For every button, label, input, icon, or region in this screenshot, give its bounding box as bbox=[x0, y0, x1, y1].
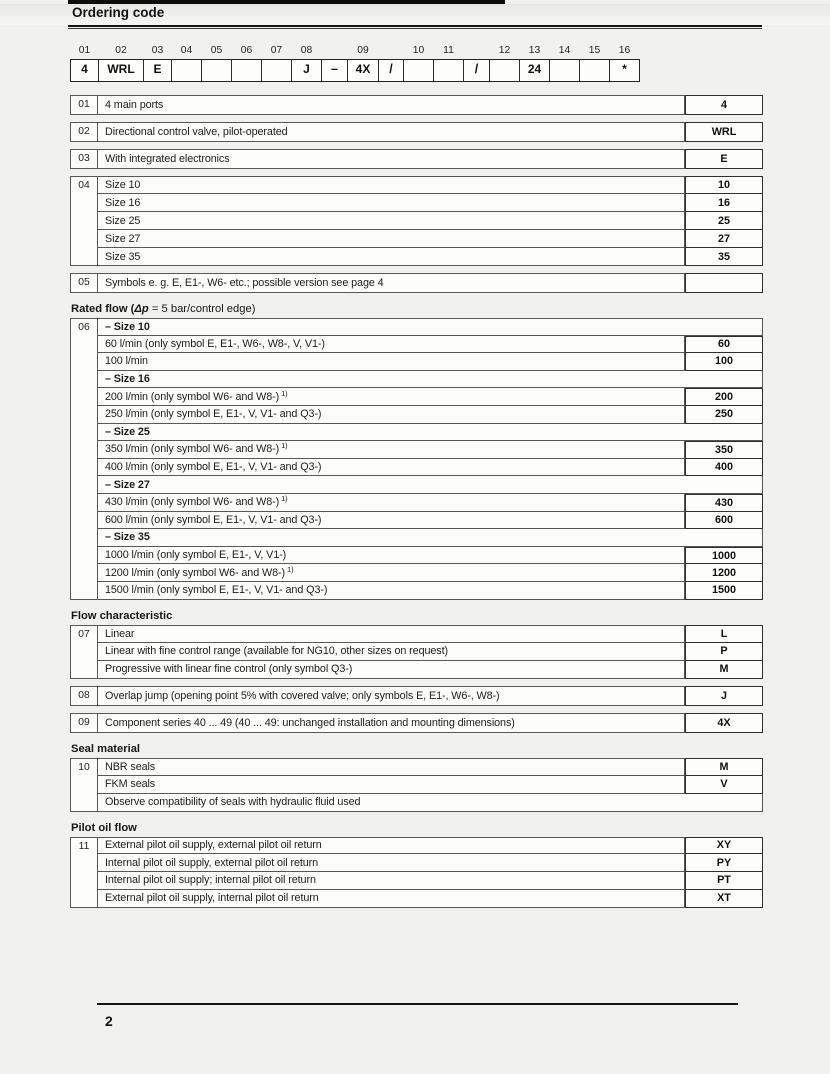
spec-description: Overlap jump (opening point 5% with covered valve; only symbols E, E1-, W6-, W8-) bbox=[98, 686, 685, 706]
position-number: 10 bbox=[70, 758, 98, 812]
spec-group-07 bbox=[70, 625, 763, 679]
spec-row bbox=[98, 336, 763, 354]
code-cell-13: 24 bbox=[519, 60, 549, 81]
position-number: 09 bbox=[70, 713, 98, 733]
spec-row bbox=[98, 424, 763, 442]
spec-row bbox=[98, 794, 763, 812]
spec-row bbox=[98, 230, 763, 248]
code-cell-02: WRL bbox=[98, 60, 143, 81]
spec-code: 27 bbox=[685, 230, 763, 248]
spec-description: 1500 l/min (only symbol E, E1-, V, V1- and Q3-) bbox=[98, 582, 685, 600]
spec-row bbox=[98, 529, 763, 547]
spec-code: 1200 bbox=[685, 564, 763, 582]
spec-row bbox=[98, 713, 763, 733]
spec-row bbox=[98, 512, 763, 530]
spec-code: M bbox=[685, 758, 763, 776]
position-number: 07 bbox=[70, 625, 98, 679]
code-cell-10 bbox=[403, 60, 433, 81]
code-position-label bbox=[321, 45, 347, 57]
spec-description: Directional control valve, pilot-operated bbox=[98, 122, 685, 142]
spec-description: Observe compatibility of seals with hydraulic fluid used bbox=[98, 794, 763, 812]
spec-description: 430 l/min (only symbol W6- and W8-) $^{1)}$ bbox=[98, 494, 685, 512]
spec-description: Linear bbox=[98, 625, 685, 643]
spec-row bbox=[98, 122, 763, 142]
position-number: 11 bbox=[70, 837, 98, 908]
spec-row bbox=[98, 661, 763, 679]
code-cell-16: * bbox=[609, 60, 639, 81]
spec-code: 250 bbox=[685, 406, 763, 424]
code-separator-cell: / bbox=[378, 60, 403, 81]
spec-code: V bbox=[685, 776, 763, 794]
spec-row bbox=[98, 371, 763, 389]
code-position-labels bbox=[70, 44, 640, 58]
spec-description: 4 main ports bbox=[98, 95, 685, 115]
spec-group-09 bbox=[70, 713, 763, 733]
spec-row bbox=[98, 890, 763, 908]
spec-code: WRL bbox=[685, 122, 763, 142]
spec-group-10 bbox=[70, 758, 763, 812]
spec-row bbox=[98, 643, 763, 661]
spec-description: 200 l/min (only symbol W6- and W8-) $^{1)}$ bbox=[98, 388, 685, 406]
spec-row bbox=[98, 194, 763, 212]
spec-description: Symbols e. g. E, E1-, W6- etc.; possible version see page 4 bbox=[98, 273, 685, 293]
spec-description: 100 l/min bbox=[98, 353, 685, 371]
code-cell-14 bbox=[549, 60, 579, 81]
code-position-label: 15 bbox=[588, 45, 601, 56]
position-number: 08 bbox=[70, 686, 98, 706]
page-content bbox=[70, 44, 764, 915]
code-position-label: 09 bbox=[357, 45, 369, 56]
spec-row bbox=[98, 547, 763, 565]
spec-description: 1200 l/min (only symbol W6- and W8-) $^{1)}$ bbox=[98, 564, 685, 582]
spec-code: M bbox=[685, 661, 763, 679]
code-position-label: 14 bbox=[558, 45, 571, 56]
spec-code: J bbox=[685, 686, 763, 706]
spec-description: Size 16 bbox=[98, 194, 685, 212]
spec-row bbox=[98, 686, 763, 706]
spec-description: Progressive with linear fine control (only symbol Q3-) bbox=[98, 661, 685, 679]
spec-group-03 bbox=[70, 149, 763, 169]
spec-row bbox=[98, 388, 763, 406]
spec-row bbox=[98, 459, 763, 477]
code-cell-03: E bbox=[143, 60, 171, 81]
spec-description: FKM seals bbox=[98, 776, 685, 794]
section-heading: Pilot oil flow bbox=[71, 821, 137, 834]
spec-description: 600 l/min (only symbol E, E1-, V, V1- and Q3-) bbox=[98, 512, 685, 530]
spec-group-01 bbox=[70, 95, 763, 115]
spec-description: With integrated electronics bbox=[98, 149, 685, 169]
section-heading: Seal material bbox=[71, 742, 141, 755]
spec-code: 350 bbox=[685, 441, 763, 459]
code-position-label: 05 bbox=[210, 45, 223, 56]
spec-code: 60 bbox=[685, 336, 763, 354]
spec-code: 200 bbox=[685, 388, 763, 406]
spec-row bbox=[98, 494, 763, 512]
spec-row bbox=[98, 776, 763, 794]
spec-code: 35 bbox=[685, 248, 763, 266]
code-position-label: 02 bbox=[115, 45, 127, 56]
spec-description: External pilot oil supply, external pilot oil return bbox=[98, 837, 685, 855]
code-position-label bbox=[378, 45, 403, 57]
code-cell-12 bbox=[489, 60, 519, 81]
spec-description: 350 l/min (only symbol W6- and W8-) $^{1)}$ bbox=[98, 441, 685, 459]
position-number: 04 bbox=[70, 176, 98, 266]
spec-code: 16 bbox=[685, 194, 763, 212]
spec-code: 600 bbox=[685, 512, 763, 530]
code-separator-cell: / bbox=[463, 60, 489, 81]
code-position-label: 10 bbox=[412, 45, 425, 56]
position-number: 05 bbox=[70, 273, 98, 293]
spec-description: 60 l/min (only symbol E, E1-, W6-, W8-, V, V1-) bbox=[98, 336, 685, 354]
spec-description: Internal pilot oil supply; internal pilot oil return bbox=[98, 872, 685, 890]
spec-group-04 bbox=[70, 176, 763, 266]
code-cell-07 bbox=[261, 60, 291, 81]
spec-group-11 bbox=[70, 837, 763, 908]
code-position-label: 07 bbox=[270, 45, 283, 56]
spec-code: L bbox=[685, 625, 763, 643]
code-cell-05 bbox=[201, 60, 231, 81]
spec-description: – Size 25 bbox=[98, 424, 763, 442]
spec-row bbox=[98, 758, 763, 776]
spec-description: NBR seals bbox=[98, 758, 685, 776]
spec-row bbox=[98, 318, 763, 336]
code-position-label: 03 bbox=[151, 45, 164, 56]
spec-row bbox=[98, 872, 763, 890]
position-number: 03 bbox=[70, 149, 98, 169]
code-position-label: 04 bbox=[180, 45, 193, 56]
spec-row bbox=[98, 406, 763, 424]
spec-code: 4 bbox=[685, 95, 763, 115]
spec-description: Size 27 bbox=[98, 230, 685, 248]
code-cell-11 bbox=[433, 60, 463, 81]
spec-code: 100 bbox=[685, 353, 763, 371]
spec-row bbox=[98, 353, 763, 371]
spec-code: XY bbox=[685, 837, 763, 855]
spec-row bbox=[98, 176, 763, 194]
code-position-label: 01 bbox=[78, 45, 91, 56]
position-number: 06 bbox=[70, 318, 98, 600]
spec-row bbox=[98, 837, 763, 855]
header-rule bbox=[68, 25, 762, 29]
page-title: Ordering code bbox=[72, 5, 165, 20]
spec-description: – Size 10 bbox=[98, 318, 763, 336]
code-position-label: 06 bbox=[240, 45, 253, 56]
section-heading: Rated flow (Δp = 5 bar/control edge) bbox=[71, 303, 256, 315]
spec-row bbox=[98, 854, 763, 872]
spec-code: 25 bbox=[685, 212, 763, 230]
section-heading: Flow characteristic bbox=[71, 609, 173, 622]
spec-code: PY bbox=[685, 854, 763, 872]
spec-description: Internal pilot oil supply, external pilot oil return bbox=[98, 854, 685, 872]
spec-description: Linear with fine control range (available for NG10, other sizes on request) bbox=[98, 643, 685, 661]
code-cell-04 bbox=[171, 60, 201, 81]
spec-code: E bbox=[685, 149, 763, 169]
spec-description: – Size 27 bbox=[98, 476, 763, 494]
spec-group-08 bbox=[70, 686, 763, 706]
spec-group-05 bbox=[70, 273, 763, 293]
code-position-label: 08 bbox=[300, 45, 313, 56]
page-number: 2 bbox=[105, 1013, 113, 1029]
position-number: 02 bbox=[70, 122, 98, 142]
spec-description: 1000 l/min (only symbol E, E1-, V, V1-) bbox=[98, 547, 685, 565]
spec-row bbox=[98, 564, 763, 582]
spec-row bbox=[98, 273, 763, 293]
spec-code: 1500 bbox=[685, 582, 763, 600]
position-number: 01 bbox=[70, 95, 98, 115]
spec-code: 400 bbox=[685, 459, 763, 477]
spec-code: 10 bbox=[685, 176, 763, 194]
spec-code: 1000 bbox=[685, 547, 763, 565]
spec-row bbox=[98, 625, 763, 643]
footer-rule bbox=[97, 1003, 738, 1005]
code-position-label: 12 bbox=[498, 45, 511, 56]
spec-description: – Size 16 bbox=[98, 371, 763, 389]
code-position-label: 11 bbox=[443, 45, 454, 56]
spec-description: 400 l/min (only symbol E, E1-, V, V1- and Q3-) bbox=[98, 459, 685, 477]
code-position-label bbox=[463, 45, 489, 57]
code-cell-06 bbox=[231, 60, 261, 81]
spec-description: External pilot oil supply, internal pilot oil return bbox=[98, 890, 685, 908]
code-position-label: 16 bbox=[618, 45, 631, 56]
ordering-code-row bbox=[70, 59, 640, 82]
spec-row bbox=[98, 248, 763, 266]
code-cell-09: 4X bbox=[347, 60, 378, 81]
spec-row bbox=[98, 582, 763, 600]
spec-description: Size 25 bbox=[98, 212, 685, 230]
spec-description: – Size 35 bbox=[98, 529, 763, 547]
spec-description: Component series 40 ... 49 (40 ... 49: unchanged installation and mounting dimensions) bbox=[98, 713, 685, 733]
spec-code: XT bbox=[685, 890, 763, 908]
spec-code: 430 bbox=[685, 494, 763, 512]
ordering-table bbox=[70, 95, 763, 908]
spec-row bbox=[98, 95, 763, 115]
spec-description: Size 35 bbox=[98, 248, 685, 266]
spec-code: PT bbox=[685, 872, 763, 890]
spec-description: Size 10 bbox=[98, 176, 685, 194]
spec-code: 4X bbox=[685, 713, 763, 733]
code-cell-08: J bbox=[291, 60, 321, 81]
spec-row bbox=[98, 149, 763, 169]
spec-row bbox=[98, 212, 763, 230]
spec-description: 250 l/min (only symbol E, E1-, V, V1- and Q3-) bbox=[98, 406, 685, 424]
code-cell-15 bbox=[579, 60, 609, 81]
spec-group-06 bbox=[70, 318, 763, 600]
spec-code: P bbox=[685, 643, 763, 661]
spec-group-02 bbox=[70, 122, 763, 142]
code-cell-01: 4 bbox=[81, 62, 88, 76]
code-position-label: 13 bbox=[528, 45, 541, 56]
spec-row bbox=[98, 441, 763, 459]
code-separator-cell: – bbox=[321, 60, 347, 81]
spec-row bbox=[98, 476, 763, 494]
spec-code bbox=[685, 273, 763, 293]
